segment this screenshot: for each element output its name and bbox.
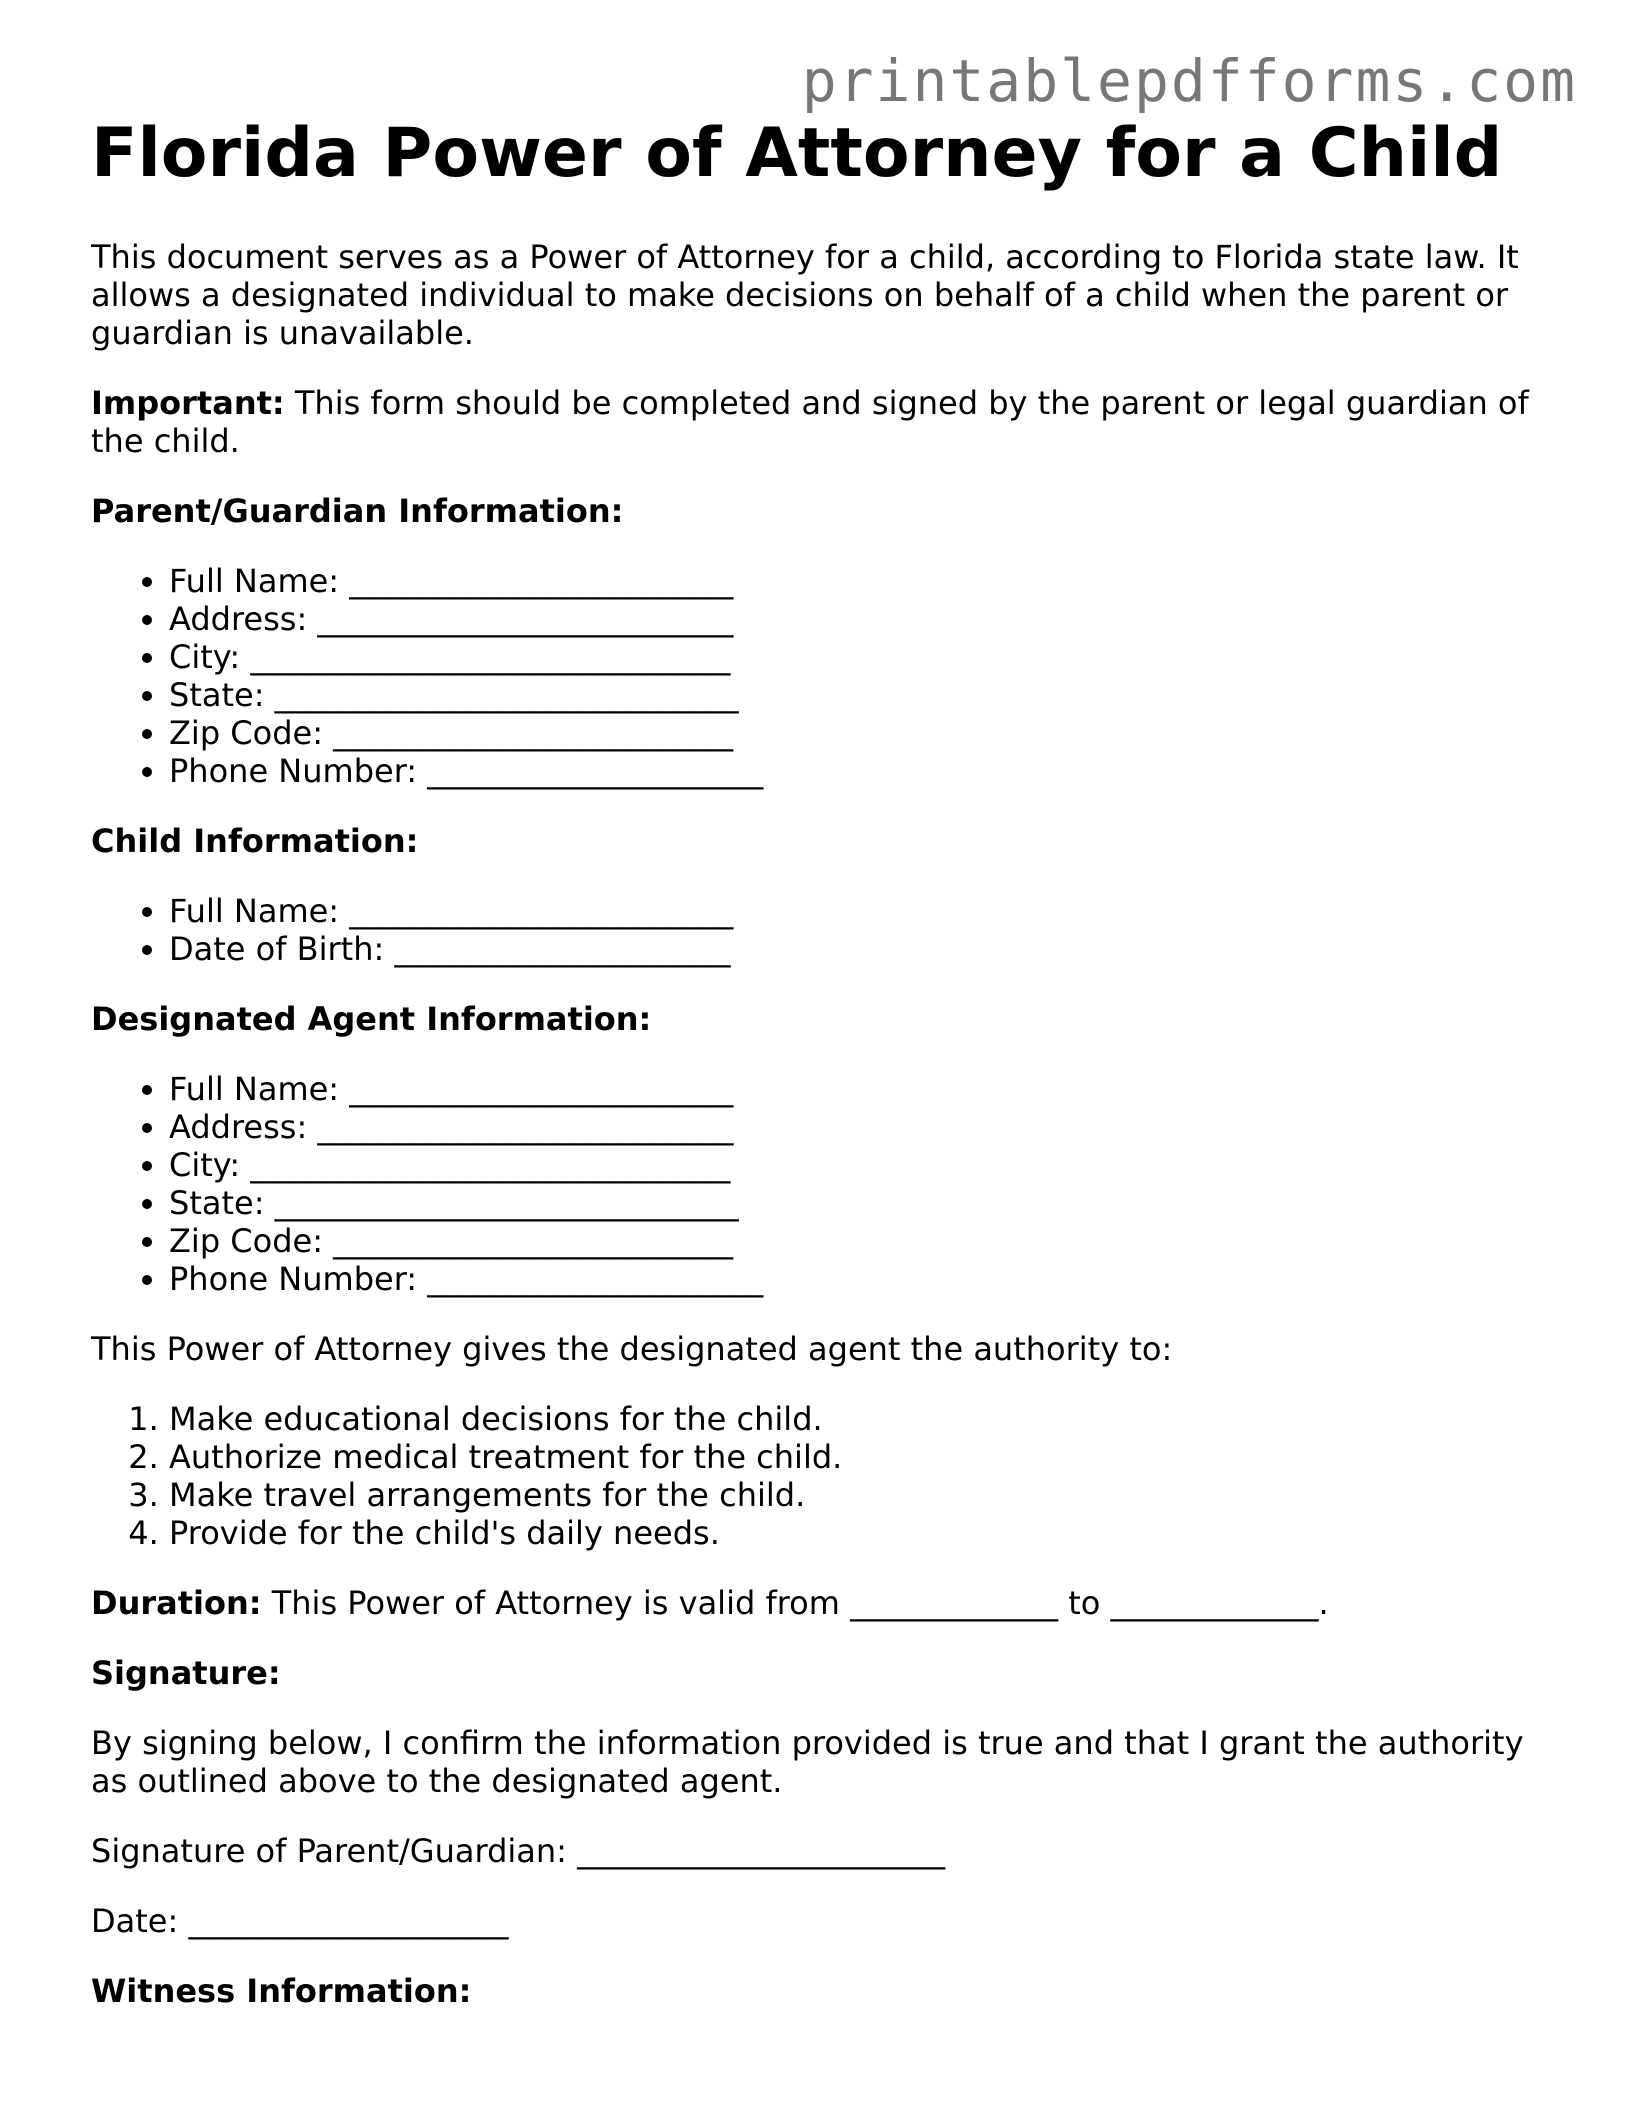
fill-blank[interactable]: _________________________ — [333, 1222, 734, 1260]
parent-phone-field — [169, 752, 1561, 790]
duration-text-middle: to — [1058, 1584, 1111, 1622]
fill-blank[interactable]: _____________________________ — [274, 676, 739, 714]
child-fields-list — [91, 892, 1561, 968]
signature-heading: Signature: — [91, 1654, 281, 1692]
child-section-heading: Child Information: — [91, 822, 419, 860]
duration-text-after: . — [1318, 1584, 1329, 1622]
field-label: Phone Number: — [169, 1260, 428, 1298]
agent-fields-list — [91, 1070, 1561, 1298]
field-label: Full Name: — [169, 562, 350, 600]
parent-signature-label: Signature of Parent/Guardian: — [91, 1832, 578, 1870]
agent-state-field — [169, 1184, 1561, 1222]
parent-section-heading: Parent/Guardian Information: — [91, 492, 624, 530]
agent-section-heading: Designated Agent Information: — [91, 1000, 652, 1038]
field-label: Zip Code: — [169, 1222, 334, 1260]
parent-zip-field — [169, 714, 1561, 752]
agent-city-field — [169, 1146, 1561, 1184]
field-label: Full Name: — [169, 1070, 350, 1108]
field-label: Date of Birth: — [169, 930, 395, 968]
duration-text-before: This Power of Attorney is valid from — [261, 1584, 851, 1622]
fill-blank[interactable]: ________________________ — [349, 562, 734, 600]
field-label: Phone Number: — [169, 752, 428, 790]
signature-statement: By signing below, I confirm the information provided is true and that I grant the authority as outlined above to the designated agent. — [91, 1724, 1524, 1800]
site-watermark: printablepdfforms.com — [801, 47, 1577, 115]
document-title: Florida Power of Attorney for a Child — [91, 114, 1503, 193]
agent-address-field — [169, 1108, 1561, 1146]
authority-list — [91, 1400, 1561, 1552]
authority-intro: This Power of Attorney gives the designated agent the authority to: — [91, 1330, 1173, 1368]
fill-blank[interactable]: _____________________ — [427, 1260, 764, 1298]
document-body — [91, 114, 1561, 2042]
authority-item: 1. Make educational decisions for the child. — [169, 1400, 1561, 1438]
field-label: City: — [169, 638, 251, 676]
important-note — [91, 384, 1561, 460]
important-label: Important: — [91, 384, 285, 422]
duration-line — [91, 1584, 1561, 1622]
witness-heading: Witness Information: — [91, 1972, 472, 2010]
duration-from-blank[interactable]: _____________ — [850, 1584, 1059, 1622]
fill-blank[interactable]: ________________________ — [349, 892, 734, 930]
signature-date-blank[interactable]: ____________________ — [188, 1902, 509, 1940]
field-label: Address: — [169, 1108, 318, 1146]
signature-date-label: Date: — [91, 1902, 189, 1940]
fill-blank[interactable]: __________________________ — [317, 1108, 734, 1146]
child-full-name-field — [169, 892, 1561, 930]
parent-signature-line — [91, 1832, 1561, 1870]
parent-signature-blank[interactable]: _______________________ — [577, 1832, 946, 1870]
intro-paragraph: This document serves as a Power of Attorney for a child, according to Florida state law. It allows a designated individual to make decisions on behalf of a child when the parent or guardian is unavailable. — [91, 238, 1519, 352]
parent-fields-list — [91, 562, 1561, 790]
authority-item: 4. Provide for the child's daily needs. — [169, 1514, 1561, 1552]
fill-blank[interactable]: _________________________ — [333, 714, 734, 752]
parent-address-field — [169, 600, 1561, 638]
authority-item: 2. Authorize medical treatment for the child. — [169, 1438, 1561, 1476]
fill-blank[interactable]: __________________________ — [317, 600, 734, 638]
agent-zip-field — [169, 1222, 1561, 1260]
field-label: State: — [169, 1184, 275, 1222]
parent-full-name-field — [169, 562, 1561, 600]
fill-blank[interactable]: _____________________________ — [274, 1184, 739, 1222]
fill-blank[interactable]: ______________________________ — [250, 1146, 731, 1184]
authority-item: 3. Make travel arrangements for the child. — [169, 1476, 1561, 1514]
parent-state-field — [169, 676, 1561, 714]
field-label: Full Name: — [169, 892, 350, 930]
agent-phone-field — [169, 1260, 1561, 1298]
agent-full-name-field — [169, 1070, 1561, 1108]
child-dob-field — [169, 930, 1561, 968]
signature-date-line — [91, 1902, 1561, 1940]
field-label: State: — [169, 676, 275, 714]
field-label: Zip Code: — [169, 714, 334, 752]
field-label: City: — [169, 1146, 251, 1184]
fill-blank[interactable]: ________________________ — [349, 1070, 734, 1108]
important-text: This form should be completed and signed by the parent or legal guardian of the child. — [91, 384, 1529, 460]
fill-blank[interactable]: _____________________ — [394, 930, 731, 968]
duration-to-blank[interactable]: _____________ — [1110, 1584, 1319, 1622]
duration-label: Duration: — [91, 1584, 262, 1622]
parent-city-field — [169, 638, 1561, 676]
fill-blank[interactable]: _____________________ — [427, 752, 764, 790]
field-label: Address: — [169, 600, 318, 638]
fill-blank[interactable]: ______________________________ — [250, 638, 731, 676]
